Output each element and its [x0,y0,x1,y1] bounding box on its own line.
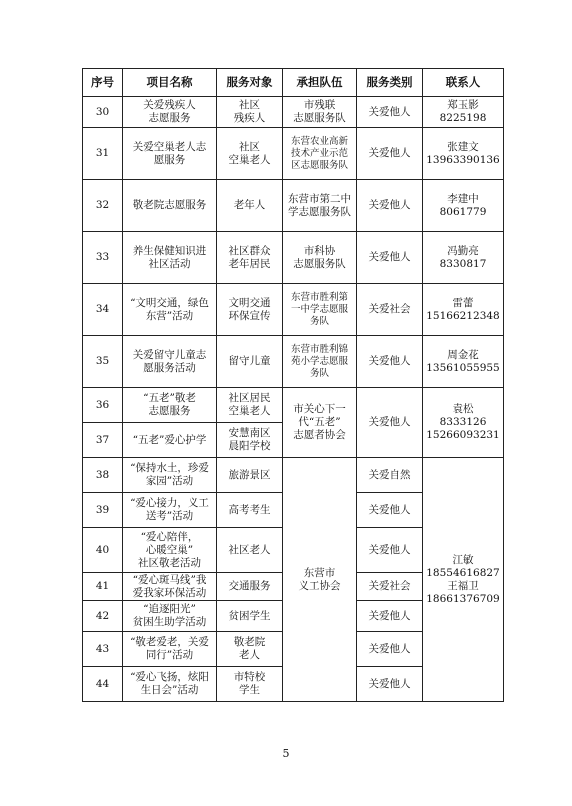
service-target-cell-line: 空巢老人 [228,153,271,166]
contact-cell-line: 江敏 [452,553,474,566]
project-name-cell-line: “五老”爱心护学 [132,433,207,446]
row-no-line: 37 [95,433,110,446]
category-cell [357,601,423,632]
service-target-cell-line: 老年人 [233,199,266,211]
service-target-cell-line: 残疾人 [233,112,266,124]
category-cell [357,667,423,702]
project-name-cell-line: 关爱残疾人 [143,99,196,111]
row-no-line: 40 [95,543,110,556]
contact-cell [423,284,504,336]
table-row [83,180,504,232]
team-cell [283,458,357,702]
contact-cell-line: 李建中 [447,192,479,205]
row-no [83,423,123,458]
service-target-cell-line: 安慧南区 [228,427,271,439]
project-name-cell-line: 家园”活动 [145,475,194,487]
contact-cell-line: 8333126 [439,416,487,428]
project-name-cell-line: “追逐阳光” [143,603,196,615]
category-cell-line: 关爱他人 [368,543,411,556]
table-row [83,128,504,180]
category-cell [357,573,423,601]
team-cell [283,180,357,232]
table-row [83,336,504,388]
row-no [83,528,123,573]
team-cell-line: 东营市胜利锦 [290,343,348,355]
row-no [83,667,123,702]
project-name-cell-line: 敬老院志愿服务 [132,199,207,211]
category-cell [357,232,423,284]
category-cell [357,493,423,528]
row-no-line: 39 [95,503,110,516]
project-name-cell [123,180,217,232]
row-no-line: 30 [95,105,110,118]
team-cell-line: 东营市 [303,566,336,579]
service-target-cell [217,632,283,667]
contact-cell-line: 8330817 [439,257,487,270]
project-name-cell-line: 愿服务 [153,153,186,166]
project-name-cell-line: 生日会”活动 [140,684,199,696]
project-name-cell-line: 东营”活动 [145,309,194,322]
table-header-row [83,69,504,97]
page-number: 5 [282,747,290,760]
project-name-cell-line: “爱心接力，义工 [130,497,209,509]
contact-cell [423,180,504,232]
team-cell-line: 市残联 [303,99,336,111]
header-contact: 联系人 [423,69,504,97]
team-cell-line: 技术产业示范 [290,147,348,159]
service-target-cell-line: 旅游景区 [228,468,271,481]
project-name-cell [123,573,217,601]
team-cell-line: 志愿者协会 [293,429,346,441]
category-cell-line: 关爱他人 [368,199,411,211]
project-name-cell [123,97,217,128]
team-cell [283,97,357,128]
row-no-line: 33 [95,251,110,263]
team-cell [283,284,357,336]
service-target-cell-line: 老人 [239,649,260,661]
project-name-cell [123,667,217,702]
team-cell-line: 东营市第二中 [288,192,351,205]
team-cell-line: 市科协 [303,244,336,257]
team-cell [283,388,357,458]
contact-cell [423,458,504,702]
project-name-cell-line: 志愿服务 [148,112,191,124]
contact-cell-line: 15166212348 [426,309,500,322]
contact-cell-line: 8225198 [439,112,487,124]
row-no-line: 34 [95,303,110,315]
header-no: 序号 [83,69,123,97]
team-cell-line: 义工协会 [298,579,341,592]
service-target-cell-line: 社区 [239,140,260,153]
header-team: 承担队伍 [283,69,357,97]
contact-cell [423,97,504,128]
project-name-cell [123,284,217,336]
row-no [83,632,123,667]
category-cell-line: 关爱他人 [368,503,411,516]
category-cell-line: 关爱他人 [368,642,411,655]
category-cell [357,180,423,232]
team-cell-line: 代“五老” [298,416,341,428]
category-cell [357,458,423,493]
category-cell-line: 关爱他人 [368,416,411,428]
team-cell-line: 苑小学志愿服 [290,355,348,367]
project-name-cell [123,423,217,458]
service-target-cell [217,388,283,423]
category-cell-line: 关爱他人 [368,355,411,367]
service-target-cell [217,601,283,632]
category-cell [357,336,423,388]
category-cell-line: 关爱他人 [368,609,411,622]
contact-cell [423,128,504,180]
row-no-line: 32 [95,199,110,211]
contact-cell-line: 袁松 [452,403,474,415]
table-row [83,388,504,423]
row-no [83,458,123,493]
service-target-cell [217,573,283,601]
service-target-cell-line: 社区群众 [228,244,271,257]
table-row [83,97,504,128]
service-target-cell-line: 环保宣传 [228,309,271,322]
service-target-cell [217,528,283,573]
service-target-cell [217,458,283,493]
row-no [83,128,123,180]
project-name-cell-line: 养生保健知识进 [132,244,207,257]
service-target-cell [217,493,283,528]
service-target-cell-line: 社区老人 [228,543,271,556]
row-no-line: 35 [95,355,110,367]
row-no-line: 38 [95,468,110,481]
team-cell-line: 学志愿服务队 [288,205,351,218]
project-name-cell-line: “保持水土，珍爱 [130,462,209,474]
service-target-cell-line: 社区 [239,99,260,111]
service-target-cell-line: 留守儿童 [228,355,271,367]
category-cell [357,632,423,667]
team-cell-line: 务队 [309,367,329,379]
project-name-cell-line: 同行”活动 [145,649,194,661]
service-target-cell-line: 文明交通 [228,296,271,309]
service-target-cell [217,180,283,232]
project-name-cell-line: “爱心斑马线”我 [132,573,207,586]
project-name-cell-line: 关爱空巢老人志 [132,140,207,153]
contact-cell-line: 15266093231 [426,429,500,441]
contact-cell-line: 18661376709 [426,592,500,605]
header-category: 服务类别 [357,69,423,97]
service-target-cell-line: 学生 [239,684,260,696]
row-no-line: 41 [95,580,110,592]
row-no-line: 43 [95,642,110,655]
service-target-cell [217,284,283,336]
category-cell [357,97,423,128]
service-target-cell-line: 交通服务 [228,580,271,592]
contact-cell [423,232,504,284]
team-cell-line: 志愿服务队 [293,257,346,270]
category-cell-line: 关爱他人 [368,677,411,690]
service-target-cell-line: 高考考生 [228,503,271,516]
contact-cell-line: 冯勤亮 [447,244,479,257]
project-name-cell [123,528,217,573]
table-row [83,458,504,493]
project-name-cell-line: 社区活动 [148,257,191,270]
row-no [83,493,123,528]
header-project-name: 项目名称 [123,69,217,97]
category-cell-line: 关爱他人 [368,105,411,118]
project-name-cell-line: 志愿服务 [148,405,191,417]
header-service-target: 服务对象 [217,69,283,97]
service-target-cell-line: 社区居民 [228,392,271,404]
service-target-cell-line: 市特校 [233,671,266,683]
row-no-line: 42 [95,609,110,622]
contact-cell-line: 雷蕾 [452,296,474,309]
team-cell [283,232,357,284]
project-name-cell-line: 送考”活动 [145,510,194,522]
row-no [83,284,123,336]
service-target-cell-line: 贫困学生 [228,609,271,622]
row-no-line: 36 [95,398,110,411]
category-cell [357,528,423,573]
project-name-cell [123,632,217,667]
contact-cell [423,388,504,458]
category-cell-line: 关爱社会 [368,580,411,592]
row-no [83,388,123,423]
row-no [83,97,123,128]
team-cell-line: 区志愿服务队 [290,159,348,171]
contact-cell-line: 13963390136 [426,153,500,166]
service-target-cell [217,128,283,180]
contact-cell-line: 郑玉影 [447,99,479,111]
row-no [83,180,123,232]
row-no [83,601,123,632]
category-cell-line: 关爱社会 [368,303,411,315]
team-cell-line: 务队 [309,315,329,327]
project-name-cell [123,336,217,388]
volunteer-project-table [82,68,504,702]
project-name-cell-line: 心暖空巢” [145,543,194,556]
team-cell-line: 东营市胜利第 [290,291,348,303]
project-name-cell-line: “文明交通，绿色 [130,296,209,309]
team-cell-line: 志愿服务队 [293,112,346,124]
service-target-cell [217,232,283,284]
row-no [83,336,123,388]
category-cell-line: 关爱他人 [368,147,411,159]
category-cell [357,284,423,336]
team-cell-line: 市关心下一 [293,403,346,415]
project-name-cell [123,458,217,493]
service-target-cell [217,423,283,458]
category-cell [357,388,423,458]
project-name-cell [123,232,217,284]
contact-cell-line: 18554616827 [426,566,500,579]
project-name-cell-line: 贫困生助学活动 [132,616,207,628]
contact-cell-line: 8061779 [439,205,487,218]
project-name-cell-line: 愿服务活动 [143,361,196,374]
category-cell [357,128,423,180]
team-cell [283,128,357,180]
service-target-cell-line: 晨阳学校 [228,440,271,452]
contact-cell-line: 张建文 [447,140,479,153]
table-row [83,232,504,284]
category-cell-line: 关爱他人 [368,251,411,263]
project-name-cell [123,493,217,528]
project-name-cell-line: “五老”敬老 [143,392,196,404]
service-target-cell [217,336,283,388]
category-cell-line: 关爱自然 [368,468,411,481]
team-cell [283,336,357,388]
service-target-cell [217,667,283,702]
project-name-cell-line: 关爱留守儿童志 [132,348,207,361]
team-cell-line: 东营农业高新 [290,135,348,147]
project-name-cell-line: “爱心飞扬，炫阳 [130,671,209,683]
contact-cell-line: 13561055955 [426,361,500,374]
contact-cell [423,336,504,388]
row-no [83,232,123,284]
row-no-line: 44 [95,677,110,690]
service-target-cell-line: 敬老院 [233,636,266,648]
project-name-cell-line: “敬老爱老，关爱 [130,636,209,648]
team-cell-line: 一中学志愿服 [290,303,348,315]
project-name-cell-line: “爱心陪伴， [140,530,199,543]
project-name-cell [123,601,217,632]
row-no [83,573,123,601]
contact-cell-line: 王福卫 [447,579,479,592]
service-target-cell [217,97,283,128]
service-target-cell-line: 空巢老人 [228,405,271,417]
project-name-cell [123,128,217,180]
contact-cell-line: 周金花 [447,348,479,361]
row-no-line: 31 [95,147,110,159]
service-target-cell-line: 老年居民 [228,257,271,270]
table-row [83,284,504,336]
project-name-cell [123,388,217,423]
project-name-cell-line: 社区敬老活动 [138,556,201,569]
project-name-cell-line: 爱我家环保活动 [132,586,207,599]
